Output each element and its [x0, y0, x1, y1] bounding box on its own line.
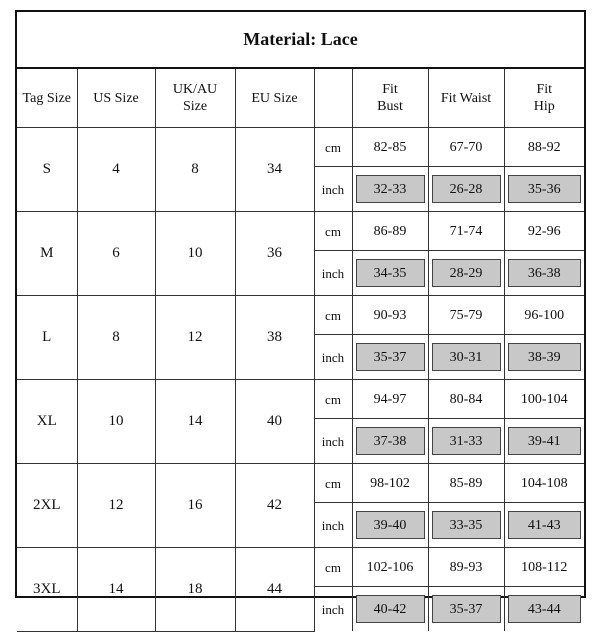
table-row-cm: [17, 128, 584, 167]
fit-hip-cm-cell: 100-104: [504, 380, 584, 419]
ukau-size-cell: 18: [155, 548, 235, 632]
fit-bust-inch-cell: [352, 419, 428, 464]
size-table: [17, 69, 584, 632]
fit-bust-inch-value: 39-40: [356, 511, 425, 539]
chart-title: Material: Lace: [17, 12, 584, 69]
us-size-cell: 12: [77, 464, 155, 548]
eu-size-cell: 44: [235, 548, 314, 632]
tag-size-cell: S: [17, 128, 77, 212]
fit-waist-inch-value: 33-35: [432, 511, 501, 539]
tag-size-cell: XL: [17, 380, 77, 464]
tag-size-cell: L: [17, 296, 77, 380]
fit-bust-cm-cell: 94-97: [352, 380, 428, 419]
fit-waist-inch-cell: [428, 587, 504, 632]
fit-bust-inch-value: 40-42: [356, 595, 425, 623]
fit-waist-inch-value: 26-28: [432, 175, 501, 203]
fit-waist-inch-cell: [428, 335, 504, 380]
fit-hip-inch-cell: [504, 419, 584, 464]
fit-hip-cm-cell: 104-108: [504, 464, 584, 503]
header-eu-size: EU Size: [235, 69, 314, 128]
fit-bust-inch-cell: [352, 335, 428, 380]
eu-size-cell: 40: [235, 380, 314, 464]
unit-inch-cell: inch: [314, 419, 352, 464]
fit-hip-inch-value: 43-44: [508, 595, 582, 623]
fit-waist-inch-cell: [428, 251, 504, 296]
fit-bust-inch-cell: [352, 587, 428, 632]
header-tag-size: Tag Size: [17, 69, 77, 128]
unit-inch-cell: inch: [314, 587, 352, 632]
fit-waist-cm-cell: 80-84: [428, 380, 504, 419]
unit-cm-cell: cm: [314, 548, 352, 587]
us-size-cell: 10: [77, 380, 155, 464]
fit-waist-cm-cell: 71-74: [428, 212, 504, 251]
tag-size-cell: M: [17, 212, 77, 296]
header-unit: [314, 69, 352, 128]
fit-bust-inch-value: 35-37: [356, 343, 425, 371]
unit-inch-cell: inch: [314, 503, 352, 548]
fit-bust-cm-cell: 98-102: [352, 464, 428, 503]
header-fit-hip: Fit Hip: [504, 69, 584, 128]
ukau-size-cell: 14: [155, 380, 235, 464]
table-row-cm: [17, 548, 584, 587]
fit-waist-inch-cell: [428, 503, 504, 548]
header-row: [17, 69, 584, 128]
unit-inch-cell: inch: [314, 167, 352, 212]
fit-hip-inch-value: 39-41: [508, 427, 582, 455]
fit-bust-inch-value: 34-35: [356, 259, 425, 287]
fit-hip-inch-cell: [504, 251, 584, 296]
unit-cm-cell: cm: [314, 296, 352, 335]
unit-inch-cell: inch: [314, 251, 352, 296]
fit-bust-cm-cell: 90-93: [352, 296, 428, 335]
eu-size-cell: 38: [235, 296, 314, 380]
fit-bust-inch-cell: [352, 167, 428, 212]
fit-bust-cm-cell: 102-106: [352, 548, 428, 587]
header-ukau-size: UK/AU Size: [155, 69, 235, 128]
us-size-cell: 6: [77, 212, 155, 296]
fit-waist-cm-cell: 75-79: [428, 296, 504, 335]
unit-cm-cell: cm: [314, 380, 352, 419]
fit-hip-inch-cell: [504, 587, 584, 632]
header-fit-bust: Fit Bust: [352, 69, 428, 128]
tag-size-cell: 2XL: [17, 464, 77, 548]
table-row-cm: [17, 380, 584, 419]
fit-hip-cm-cell: 108-112: [504, 548, 584, 587]
fit-waist-cm-cell: 89-93: [428, 548, 504, 587]
fit-waist-inch-value: 30-31: [432, 343, 501, 371]
fit-bust-inch-cell: [352, 503, 428, 548]
ukau-size-cell: 16: [155, 464, 235, 548]
ukau-size-cell: 8: [155, 128, 235, 212]
fit-waist-inch-value: 35-37: [432, 595, 501, 623]
fit-waist-cm-cell: 67-70: [428, 128, 504, 167]
ukau-size-cell: 12: [155, 296, 235, 380]
fit-hip-inch-cell: [504, 503, 584, 548]
fit-hip-inch-value: 35-36: [508, 175, 582, 203]
unit-inch-cell: inch: [314, 335, 352, 380]
fit-hip-cm-cell: 96-100: [504, 296, 584, 335]
us-size-cell: 8: [77, 296, 155, 380]
fit-bust-cm-cell: 82-85: [352, 128, 428, 167]
fit-bust-cm-cell: 86-89: [352, 212, 428, 251]
fit-waist-inch-cell: [428, 167, 504, 212]
tag-size-cell: 3XL: [17, 548, 77, 632]
us-size-cell: 14: [77, 548, 155, 632]
table-row-cm: [17, 212, 584, 251]
fit-hip-inch-cell: [504, 167, 584, 212]
eu-size-cell: 34: [235, 128, 314, 212]
fit-hip-inch-cell: [504, 335, 584, 380]
fit-waist-cm-cell: 85-89: [428, 464, 504, 503]
unit-cm-cell: cm: [314, 212, 352, 251]
header-fit-waist: Fit Waist: [428, 69, 504, 128]
ukau-size-cell: 10: [155, 212, 235, 296]
unit-cm-cell: cm: [314, 128, 352, 167]
fit-bust-inch-value: 37-38: [356, 427, 425, 455]
unit-cm-cell: cm: [314, 464, 352, 503]
fit-hip-inch-value: 41-43: [508, 511, 582, 539]
fit-waist-inch-value: 28-29: [432, 259, 501, 287]
fit-hip-cm-cell: 92-96: [504, 212, 584, 251]
fit-hip-inch-value: 38-39: [508, 343, 582, 371]
header-us-size: US Size: [77, 69, 155, 128]
eu-size-cell: 36: [235, 212, 314, 296]
fit-waist-inch-value: 31-33: [432, 427, 501, 455]
fit-bust-inch-cell: [352, 251, 428, 296]
eu-size-cell: 42: [235, 464, 314, 548]
fit-waist-inch-cell: [428, 419, 504, 464]
fit-bust-inch-value: 32-33: [356, 175, 425, 203]
us-size-cell: 4: [77, 128, 155, 212]
size-chart: [15, 10, 586, 617]
fit-hip-cm-cell: 88-92: [504, 128, 584, 167]
table-row-cm: [17, 296, 584, 335]
fit-hip-inch-value: 36-38: [508, 259, 582, 287]
table-row-cm: [17, 464, 584, 503]
